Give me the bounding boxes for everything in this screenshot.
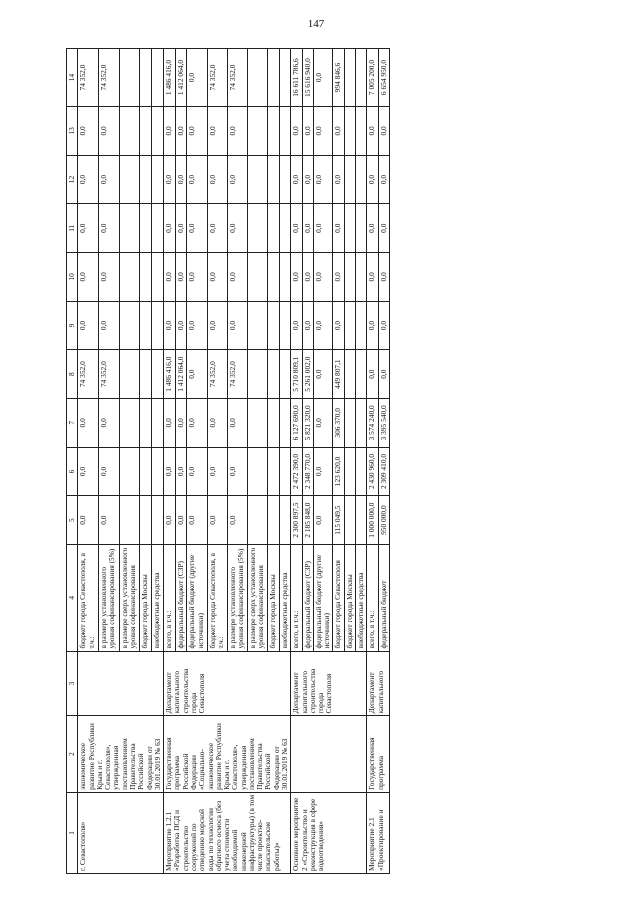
value-cell: 950 000,0	[378, 496, 389, 545]
value-cell: 0,0	[227, 496, 247, 545]
value-cell: 0,0	[367, 253, 378, 302]
value-cell: 3 395 540,0	[378, 398, 389, 447]
group-col1-cell: Мероприятие 1.2.1 «Разработка ПСД и строительство сооружений по отведению морской воды по технологии обратного осмоса (без учета стоимости необходимой инженерной инфраструктуры) (в том числе проектно-изыскательские работы)»	[164, 792, 291, 873]
value-cell: 0,0	[367, 204, 378, 253]
header-cell-13: 13	[67, 107, 78, 156]
value-cell: 0,0	[207, 301, 227, 350]
value-cell: 0,0	[291, 107, 302, 156]
value-cell	[344, 204, 355, 253]
value-cell: 0,0	[98, 496, 119, 545]
funding-source-cell: федеральный бюджет (СЗР)	[302, 544, 313, 651]
header-cell-8: 8	[67, 350, 78, 399]
value-cell: 0,0	[313, 447, 333, 496]
value-cell: 5 710 809,1	[291, 350, 302, 399]
value-cell: 0,0	[164, 155, 176, 204]
value-cell	[279, 350, 291, 399]
value-cell	[247, 204, 267, 253]
value-cell: 0,0	[378, 350, 389, 399]
value-cell	[140, 49, 152, 107]
header-cell-14: 14	[67, 49, 78, 107]
value-cell: 2 472 390,0	[291, 447, 302, 496]
value-cell	[279, 301, 291, 350]
value-cell: 0,0	[367, 350, 378, 399]
value-cell: 0,0	[207, 398, 227, 447]
header-cell-7: 7	[67, 398, 78, 447]
value-cell: 0,0	[187, 49, 207, 107]
value-cell	[152, 398, 164, 447]
value-cell: 0,0	[227, 204, 247, 253]
value-cell: 0,0	[207, 496, 227, 545]
value-cell: 0,0	[164, 204, 176, 253]
value-cell	[268, 155, 280, 204]
group-col2-cell: Государственная программа Российской Федерации «Социально-экономическое развитие Республики Крым и г. Севастополя», утвержденная постановлением Правительства Российской Федерации от 30.01.2019 № 63	[164, 716, 291, 792]
value-cell: 74 352,0	[207, 49, 227, 107]
value-cell	[344, 496, 355, 545]
value-cell: 0,0	[78, 253, 99, 302]
value-cell	[247, 107, 267, 156]
header-cell-6: 6	[67, 447, 78, 496]
value-cell	[119, 398, 140, 447]
value-cell: 0,0	[175, 204, 187, 253]
value-cell	[344, 447, 355, 496]
value-cell: 1 000 000,0	[367, 496, 378, 545]
value-cell: 0,0	[227, 398, 247, 447]
value-cell	[344, 301, 355, 350]
funding-source-cell: всего, в т.ч.:	[291, 544, 302, 651]
value-cell: 2 309 410,0	[378, 447, 389, 496]
table-row	[164, 49, 176, 874]
funding-source-cell: бюджет города Севастополя	[333, 544, 344, 651]
value-cell: 0,0	[98, 107, 119, 156]
group-col2-cell: Государственная программа	[367, 716, 390, 792]
value-cell	[152, 447, 164, 496]
value-cell	[247, 398, 267, 447]
header-row	[67, 49, 78, 874]
value-cell: 0,0	[78, 447, 99, 496]
value-cell: 0,0	[78, 107, 99, 156]
value-cell: 0,0	[291, 155, 302, 204]
value-cell	[279, 49, 291, 107]
value-cell	[344, 350, 355, 399]
value-cell: 0,0	[164, 253, 176, 302]
value-cell: 0,0	[333, 155, 344, 204]
header-cell-1: 1	[67, 792, 78, 873]
value-cell: 0,0	[367, 107, 378, 156]
funding-source-cell: бюджет города Москвы	[268, 544, 280, 651]
value-cell: 0,0	[378, 301, 389, 350]
value-cell	[119, 204, 140, 253]
value-cell: 0,0	[313, 155, 333, 204]
group-col3-cell: Департамент капитального строительства города Севастополя	[291, 651, 367, 716]
value-cell: 74 352,0	[78, 49, 99, 107]
value-cell: 0,0	[313, 350, 333, 399]
value-cell: 0,0	[78, 301, 99, 350]
value-cell: 0,0	[333, 301, 344, 350]
value-cell: 74 352,0	[98, 49, 119, 107]
page-number: 147	[307, 18, 325, 30]
value-cell	[152, 350, 164, 399]
value-cell	[140, 107, 152, 156]
value-cell: 0,0	[98, 204, 119, 253]
funding-source-cell: бюджет города Москвы	[344, 544, 355, 651]
value-cell: 0,0	[164, 107, 176, 156]
value-cell	[268, 253, 280, 302]
value-cell	[279, 398, 291, 447]
value-cell: 0,0	[378, 107, 389, 156]
value-cell: 0,0	[302, 253, 313, 302]
value-cell	[140, 301, 152, 350]
group-col1-cell: Мероприятие 2.1 «Проектирование и	[367, 792, 390, 873]
table-row	[367, 49, 378, 874]
value-cell: 994 846,6	[333, 49, 344, 107]
value-cell	[152, 496, 164, 545]
value-cell: 0,0	[187, 447, 207, 496]
funding-source-cell: федеральный бюджет (другие источники)	[313, 544, 333, 651]
value-cell: 0,0	[302, 155, 313, 204]
funding-source-cell: в размере сверх установленного уровня софинансирования	[119, 544, 140, 651]
funding-source-cell: бюджет города Севастополя, в т.ч.:	[78, 544, 99, 651]
value-cell	[279, 204, 291, 253]
value-cell	[356, 107, 367, 156]
group-col3-cell: Департамент капитального	[367, 651, 390, 716]
funding-source-cell: внебюджетные средства	[356, 544, 367, 651]
value-cell	[247, 49, 267, 107]
value-cell: 0,0	[164, 447, 176, 496]
value-cell: 7 005 200,0	[367, 49, 378, 107]
value-cell: 0,0	[187, 204, 207, 253]
value-cell	[356, 253, 367, 302]
value-cell	[268, 398, 280, 447]
value-cell: 0,0	[175, 398, 187, 447]
value-cell: 2 185 848,0	[302, 496, 313, 545]
value-cell	[344, 398, 355, 447]
value-cell	[140, 204, 152, 253]
value-cell: 0,0	[164, 398, 176, 447]
value-cell: 0,0	[227, 253, 247, 302]
value-cell: 1 412 064,0	[175, 350, 187, 399]
value-cell: 1 486 416,0	[164, 350, 176, 399]
value-cell: 0,0	[164, 301, 176, 350]
value-cell: 0,0	[78, 398, 99, 447]
value-cell: 0,0	[378, 204, 389, 253]
group-col2-cell: экономическое развитие Республики Крым и г. Севастополя», утвержденная постановлением Правительства Российской Федерации от 30.01.2019 № 63	[78, 716, 164, 792]
value-cell	[356, 155, 367, 204]
value-cell: 2 348 770,0	[302, 447, 313, 496]
value-cell: 0,0	[164, 496, 176, 545]
budget-table	[66, 48, 390, 874]
value-cell	[268, 350, 280, 399]
value-cell: 0,0	[378, 155, 389, 204]
value-cell: 0,0	[175, 301, 187, 350]
value-cell	[279, 155, 291, 204]
value-cell: 0,0	[207, 447, 227, 496]
value-cell: 0,0	[187, 398, 207, 447]
value-cell: 16 611 786,6	[291, 49, 302, 107]
table-row	[78, 49, 99, 874]
value-cell	[344, 253, 355, 302]
value-cell: 74 352,0	[207, 350, 227, 399]
value-cell: 0,0	[98, 253, 119, 302]
value-cell: 0,0	[227, 155, 247, 204]
value-cell: 0,0	[187, 107, 207, 156]
value-cell	[119, 301, 140, 350]
value-cell	[140, 496, 152, 545]
value-cell	[119, 496, 140, 545]
value-cell: 0,0	[187, 301, 207, 350]
value-cell	[356, 301, 367, 350]
value-cell: 3 574 240,0	[367, 398, 378, 447]
header-cell-12: 12	[67, 155, 78, 204]
value-cell: 15 616 940,0	[302, 49, 313, 107]
value-cell: 0,0	[313, 107, 333, 156]
value-cell	[344, 49, 355, 107]
value-cell: 0,0	[207, 253, 227, 302]
value-cell	[268, 447, 280, 496]
group-col1-cell: Основное мероприятие 2 «Строительство и реконструкция в сфере водоотведения»	[291, 792, 367, 873]
value-cell: 0,0	[367, 155, 378, 204]
funding-source-cell: в размере сверх установленного уровня софинансирования	[247, 544, 267, 651]
value-cell	[268, 496, 280, 545]
funding-source-cell: внебюджетные средства	[152, 544, 164, 651]
header-cell-9: 9	[67, 301, 78, 350]
value-cell: 74 352,0	[227, 350, 247, 399]
value-cell: 2 430 960,0	[367, 447, 378, 496]
value-cell	[279, 107, 291, 156]
value-cell: 1 486 416,0	[164, 49, 176, 107]
value-cell	[247, 447, 267, 496]
value-cell	[247, 301, 267, 350]
value-cell: 0,0	[291, 301, 302, 350]
value-cell	[356, 398, 367, 447]
value-cell: 0,0	[227, 301, 247, 350]
value-cell	[247, 496, 267, 545]
value-cell: 0,0	[333, 107, 344, 156]
value-cell: 0,0	[313, 398, 333, 447]
value-cell: 0,0	[98, 301, 119, 350]
value-cell	[356, 49, 367, 107]
group-col3-cell: Департамент капитального строительства города Севастополя	[164, 651, 291, 716]
value-cell: 0,0	[302, 204, 313, 253]
value-cell	[356, 447, 367, 496]
funding-source-cell: федеральный бюджет	[378, 544, 389, 651]
value-cell: 0,0	[207, 204, 227, 253]
value-cell	[140, 447, 152, 496]
value-cell	[268, 49, 280, 107]
value-cell	[119, 350, 140, 399]
value-cell	[140, 350, 152, 399]
value-cell: 0,0	[378, 253, 389, 302]
value-cell	[152, 204, 164, 253]
value-cell: 0,0	[207, 155, 227, 204]
group-col3-cell	[78, 651, 164, 716]
value-cell: 0,0	[175, 496, 187, 545]
value-cell: 0,0	[175, 107, 187, 156]
value-cell	[140, 253, 152, 302]
value-cell	[356, 496, 367, 545]
value-cell: 449 807,1	[333, 350, 344, 399]
value-cell	[279, 496, 291, 545]
value-cell	[152, 253, 164, 302]
value-cell	[356, 204, 367, 253]
value-cell: 0,0	[367, 301, 378, 350]
value-cell	[247, 350, 267, 399]
table-row	[291, 49, 302, 874]
header-cell-3: 3	[67, 651, 78, 716]
funding-source-cell: федеральный бюджет (СЗР)	[175, 544, 187, 651]
value-cell: 2 300 897,5	[291, 496, 302, 545]
value-cell: 6 127 690,0	[291, 398, 302, 447]
funding-source-cell: всего, в т.ч.:	[164, 544, 176, 651]
value-cell	[119, 49, 140, 107]
group-col2-cell	[291, 716, 367, 792]
value-cell: 0,0	[291, 253, 302, 302]
value-cell: 0,0	[187, 350, 207, 399]
value-cell: 0,0	[227, 447, 247, 496]
value-cell	[119, 107, 140, 156]
value-cell: 0,0	[78, 155, 99, 204]
value-cell: 0,0	[175, 155, 187, 204]
value-cell: 306 370,0	[333, 398, 344, 447]
value-cell: 0,0	[302, 301, 313, 350]
value-cell	[152, 155, 164, 204]
header-cell-4: 4	[67, 544, 78, 651]
value-cell: 74 352,0	[227, 49, 247, 107]
budget-table-sheet	[66, 48, 574, 874]
value-cell: 0,0	[78, 496, 99, 545]
funding-source-cell: бюджет города Севастополя, в т.ч.:	[207, 544, 227, 651]
table-body	[78, 49, 390, 874]
value-cell: 115 049,5	[333, 496, 344, 545]
value-cell	[344, 107, 355, 156]
funding-source-cell: всего, в т.ч.:	[367, 544, 378, 651]
value-cell	[119, 253, 140, 302]
value-cell: 5 821 320,0	[302, 398, 313, 447]
value-cell	[279, 253, 291, 302]
value-cell	[247, 253, 267, 302]
header-cell-2: 2	[67, 716, 78, 792]
header-cell-10: 10	[67, 253, 78, 302]
value-cell	[152, 301, 164, 350]
value-cell	[268, 107, 280, 156]
value-cell: 74 352,0	[98, 350, 119, 399]
value-cell: 0,0	[302, 107, 313, 156]
value-cell: 0,0	[175, 447, 187, 496]
value-cell: 0,0	[313, 49, 333, 107]
value-cell: 0,0	[187, 496, 207, 545]
funding-source-cell: федеральный бюджет (другие источники)	[187, 544, 207, 651]
funding-source-cell: внебюджетные средства	[279, 544, 291, 651]
value-cell: 6 654 950,0	[378, 49, 389, 107]
value-cell	[268, 301, 280, 350]
value-cell	[152, 49, 164, 107]
funding-source-cell: в размере установленного уровня софинансирования (5%)	[98, 544, 119, 651]
value-cell: 74 352,0	[78, 350, 99, 399]
value-cell: 0,0	[187, 253, 207, 302]
value-cell	[152, 107, 164, 156]
value-cell: 0,0	[227, 107, 247, 156]
funding-source-cell: в размере установленного уровня софинансирования (5%)	[227, 544, 247, 651]
value-cell: 0,0	[187, 155, 207, 204]
value-cell: 0,0	[175, 253, 187, 302]
value-cell: 0,0	[98, 447, 119, 496]
value-cell: 0,0	[291, 204, 302, 253]
value-cell	[119, 155, 140, 204]
value-cell: 0,0	[313, 301, 333, 350]
value-cell: 0,0	[333, 204, 344, 253]
value-cell: 0,0	[313, 253, 333, 302]
value-cell	[344, 155, 355, 204]
value-cell	[247, 155, 267, 204]
value-cell	[356, 350, 367, 399]
value-cell: 0,0	[98, 155, 119, 204]
value-cell	[279, 447, 291, 496]
value-cell	[140, 155, 152, 204]
value-cell	[140, 398, 152, 447]
value-cell: 1 412 064,0	[175, 49, 187, 107]
funding-source-cell: бюджет города Москвы	[140, 544, 152, 651]
value-cell: 0,0	[333, 253, 344, 302]
value-cell: 5 261 002,0	[302, 350, 313, 399]
value-cell: 0,0	[313, 204, 333, 253]
value-cell: 0,0	[313, 496, 333, 545]
value-cell: 0,0	[98, 398, 119, 447]
value-cell: 0,0	[78, 204, 99, 253]
value-cell	[119, 447, 140, 496]
value-cell	[268, 204, 280, 253]
group-col1-cell: г. Севастополя»	[78, 792, 164, 873]
header-cell-11: 11	[67, 204, 78, 253]
value-cell: 0,0	[207, 107, 227, 156]
header-cell-5: 5	[67, 496, 78, 545]
value-cell: 123 620,0	[333, 447, 344, 496]
